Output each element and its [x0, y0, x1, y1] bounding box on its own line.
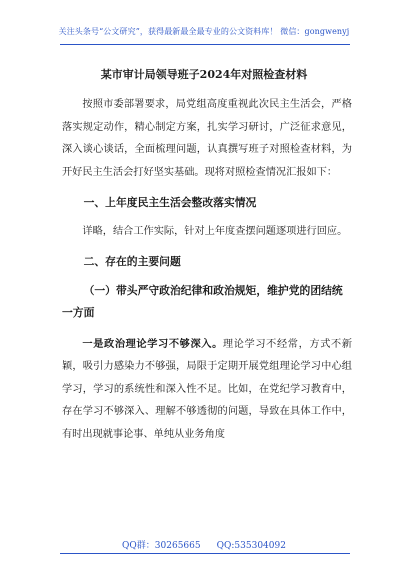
footer-qq: QQ:535304092 [216, 541, 286, 551]
point-1-lead: 一是政治理论学习不够深入。 [82, 337, 223, 350]
point-1-text: 理论学习不经常，方式不新颖，吸引力感染力不够强，局限于定期开展党组理论学习中心组学习，学习的系统性和深入性不足。比如，在党纪学习教育中，存在学习不够深入、理解不够透彻的问题，导致在具体工作中，有时出现就事论事、单纯从业务角度 [62, 338, 353, 440]
section-1-heading: 一、上年度民主生活会整改落实情况 [83, 196, 257, 209]
section-2-heading: 二、存在的主要问题 [83, 255, 181, 268]
header-divider [60, 44, 350, 45]
footer-qq-group: QQ群：30265665 [122, 541, 201, 551]
intro-paragraph: 按照市委部署要求，局党组高度重视此次民主生活会，严格落实规定动作，精心制定方案，扎实学习研讨，广泛征求意见，深入谈心谈话，全面梳理问题，认真撰写班子对照检查材料，为开好民主生活会打好坚实基础。现将对照检查情况汇报如下： [62, 99, 352, 178]
header-promo-note: 关注头条号“公文研究”，获得最新最全最专业的公文资料库！ 微信：gongwenyj [58, 27, 350, 36]
footer-divider [60, 553, 350, 554]
document-title: 某市审计局领导班子2024年对照检查材料 [100, 68, 308, 81]
footer-contact [0, 538, 408, 551]
section-1-paragraph: 详略，结合工作实际，针对上年度查摆问题逐项进行回应。 [82, 225, 348, 237]
subsection-1-heading: （一）带头严守政治纪律和政治规矩，维护党的团结统一方面 [62, 283, 343, 319]
point-1-paragraph [62, 333, 352, 447]
document-body [62, 94, 352, 446]
